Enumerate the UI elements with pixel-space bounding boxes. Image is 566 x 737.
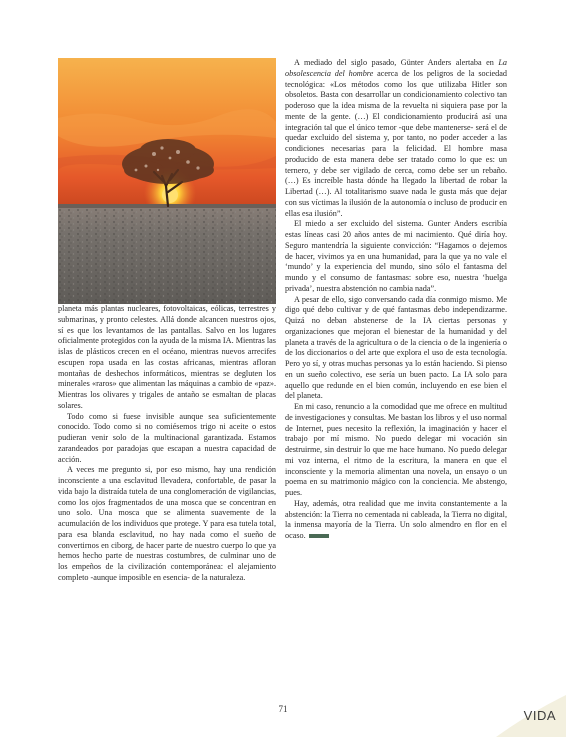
paragraph: El miedo a ser excluido del sistema. Gunter Anders escribía estas líneas casi 20 años antes de mi nacimiento. Qué diría hoy. Seguro mantendría la siguiente convicción: “Hagamos o dejemos de hacer, vivimos ya en una humanidad, para la que ya no vale el ‘mundo’ y la experiencia del mundo, sino sólo el fantasma del mundo y el consumo de fantasmas: sobre eso, nuestra ‘huelga privada’, nuestra abstención no cambia nada”. (285, 219, 507, 293)
paragraph-text: Hay, además, otra realidad que me invita constantemente a la abstención: la Tierra no cementada ni cableada, la Tierra no digital, la inmensa mayoría de la Tierra. Un solo almendro en flor en el ocaso. (285, 498, 507, 540)
paragraph: A pesar de ello, sigo conversando cada día conmigo mismo. Me digo qué debo cultivar y de qué fantasmas debo independizarme. Quizá no deban abstenerse de la IA ciertas personas y organizaciones que mejoran el bienestar de la humanidad y del planeta a través de la agricultura o de la ciencia o de la ingeniería o de los diccionarios o del arte que explora el uso de esta tecnología. Pero yo sí, y otras muchas personas ya lo están haciendo. Si pienso en un sueño colectivo, ese sería un buen pacto. La IA solo para aquello que redunde en el bien común, incluyendo en ese bien el del planeta. (285, 294, 507, 401)
paragraph-text: acerca de los peligros de la sociedad tecnológica: «Los métodos como los que utilizaba Hitler son obsoletos. Basta con desarrollar un condicionamiento colectivo tan poderoso que la idea misma de la revuelta ni siquiera pase por la mente de la gente. (…) El condicionamiento producirá así una integración tal que el único temor -que debe mantenerse- será el de quedar excluido del sistema y, por tanto, no poder acceder a las condiciones necesarias para la felicidad. El hombre masa producido de esta manera debe ser tratado como lo que es: un ternero, y debe ser vigilado de cerca, como debe ser un rebaño. (…) Es increíble hasta dónde ha llegado la libertad de robar la Libertad (…). Al totalitarismo suave nada le gusta más que dejar con sus víctimas la ilusión de la autonomía o incluso de producir en ellas esa ilusión”. (285, 68, 507, 218)
photo-illustration (58, 58, 276, 304)
paragraph: A veces me pregunto si, por eso mismo, hay una rendición inconsciente a una esclavitud llevadera, confortable, de pasar la vida bajo la distraída tutela de una conglomeración de vigilancias, como los ojos fragmentados de una mosca que se concentran en uno solo. Una mosca que se alimenta suavemente de la acumulación de los individuos que protege. Y para esa tutela total, para esa blanda esclavitud, no hay nada como el sueño de convertirnos en ciborg, de hacer parte de nuestro cuerpo lo que ya hemos hecho parte de nuestras costumbres, de culminar uno de los empeños de la civilización contemporánea: el alejamiento completo -aunque imposible en esencia- de la naturaleza. (58, 465, 276, 582)
paragraph-text: A mediado del siglo pasado, Günter Anders alertaba en (294, 58, 499, 67)
left-text-column (58, 304, 276, 584)
end-of-article-mark (309, 534, 329, 538)
paragraph: En mi caso, renuncio a la comodidad que me ofrece en multitud de investigaciones y consultas. Me bastan los libros y el uso normal de Internet, pues necesito la reflexión, la imaginación y hacer el trabajo por mí mismo. No puedo delegar mi vocación sin destruirme, sin destruir lo que me hace humano. No puedo delegar mi voz interna, el ritmo de la escritura, la manera en que el inconsciente y la memoria alimentan una novela, un ensayo o un poema en su matrimonio mágico con la conciencia. Me abstengo, pues. (285, 402, 507, 497)
paragraph-final (285, 499, 507, 542)
paragraph: Todo como si fuese invisible aunque sea suficientemente conocido. Todo como si no comiésemos trigo ni aceite o estos pudieran venir solo de la multinacional garantizada. Estamos zarandeados por paradojas que escapan a nuestra capacidad de acción. (58, 411, 276, 464)
paragraph-anders-quote (285, 58, 507, 219)
book-title: La obsolescencia del hombre (285, 58, 507, 78)
page-number: 71 (278, 704, 288, 714)
sunset-tree-photo (58, 58, 276, 304)
section-label: VIDA (523, 708, 556, 723)
right-text-column (285, 58, 507, 542)
paragraph: planeta más plantas nucleares, fotovoltaicas, eólicas, terrestres y submarinas, y pronto celestes. Allá donde alcancen nuestros ojos, sí es que los levantamos de las pantallas. Salvo en los lugares oficialmente protegidos con la ayuda de la misma IA. Mientras las islas de plásticos crecen en el océano, mientras nuevos arrecifes escupen ropa usada en las costas africanas, mientras afloran montañas de deshechos informáticos, mientras se degluten los minerales «raros» que alimentan las máquinas a cambio de «paz». Mientras los olivares y trigales de antaño se esmaltan de placas solares. (58, 304, 276, 410)
